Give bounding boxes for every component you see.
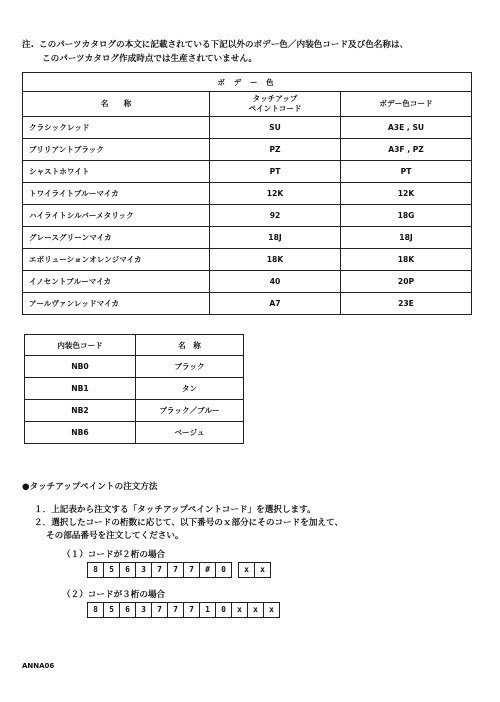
color-name: ハイライトシルバーメタリック [23,205,210,227]
table-row [23,139,472,161]
digit-box: x [238,562,255,578]
note-text-2: このパーツカタログ作成時点では生産されていません。 [42,54,258,64]
digit-box: 3 [135,602,152,618]
case1-label: （１）コードが２桁の場合 [62,550,166,560]
color-name: クラシックレッド [23,117,210,139]
interior-name: タン [136,378,244,400]
digit-box: x [263,602,280,618]
ordering-steps [34,504,343,543]
digit-box: 7 [167,562,184,578]
note-line-1 [22,38,492,52]
body-color-code: A3E , SU [341,117,472,139]
touchup-code: 18J [210,227,341,249]
touchup-code: PT [210,161,341,183]
digit-box: 7 [151,562,168,578]
digit-box: 7 [183,562,200,578]
digit-box: 3 [135,562,152,578]
step-1: １．上記表から注文する「タッチアップペイントコード」を選択します。 [34,505,316,515]
digit-box: x [254,562,271,578]
header-interior-name: 名 称 [136,335,244,356]
ordering-title: ●タッチアップペイントの注文方法 [22,482,158,492]
interior-code: NB1 [25,378,136,400]
body-color-code: 12K [341,183,472,205]
footer-code: ANNA06 [22,662,55,670]
digit-box: 0 [215,602,232,618]
color-name: シャストホワイト [23,161,210,183]
digit-box: x [247,602,264,618]
table-row [23,227,472,249]
color-name: イノセントブルーマイカ [23,271,210,293]
table-row [23,161,472,183]
interior-color-table [24,334,244,444]
color-name: エボリューションオレンジマイカ [23,249,210,271]
table-row [25,400,244,422]
table-row [23,249,472,271]
table-row [23,117,472,139]
body-color-table [22,72,472,315]
digit-box: 6 [119,562,136,578]
digit-box: 0 [215,562,232,578]
table-row [25,356,244,378]
case1-part-number [88,562,271,578]
body-color-code: A3F , PZ [341,139,472,161]
header-touchup-line1: タッチアップ [252,94,298,103]
color-name: トワイライトブルーマイカ [23,183,210,205]
case2-label: （２）コードが３桁の場合 [62,590,166,600]
digit-box: 5 [103,562,120,578]
body-color-code: 23E [341,293,472,315]
touchup-code: 40 [210,271,341,293]
table-row [23,293,472,315]
digit-box: 8 [87,562,104,578]
note [22,38,492,66]
header-body-code: ボデー色コード [341,92,472,117]
note-label: 注. [22,40,34,50]
body-color-code: 18G [341,205,472,227]
body-color-code: PT [341,161,472,183]
table-row [23,271,472,293]
digit-box: 5 [103,602,120,618]
touchup-code: 92 [210,205,341,227]
body-color-caption: ボ デ ー 色 [23,73,472,92]
color-name: グレースグリーンマイカ [23,227,210,249]
header-touchup-line2: ペイントコード [248,104,302,113]
header-touchup [210,92,341,117]
table-row [25,378,244,400]
digit-box: 7 [151,602,168,618]
color-name: ブリリアントブラック [23,139,210,161]
interior-code: NB0 [25,356,136,378]
digit-box: 6 [119,602,136,618]
digit-box: # [199,562,216,578]
table-row [23,205,472,227]
header-name: 名 称 [23,92,210,117]
digit-box: 8 [87,602,104,618]
case2-part-number [88,602,280,618]
interior-name: ブラック [136,356,244,378]
touchup-code: 12K [210,183,341,205]
touchup-code: A7 [210,293,341,315]
body-color-code: 18J [341,227,472,249]
note-text-1: このパーツカタログの本文に記載されている下記以外のボデー色／内装色コード及び色名称は、 [39,40,409,50]
table-row [25,422,244,444]
step-2a: ２．選択したコードの桁数に応じて、以下番号のｘ部分にそのコードを加えて、 [34,518,344,528]
touchup-code: PZ [210,139,341,161]
interior-name: ベージュ [136,422,244,444]
interior-code: NB2 [25,400,136,422]
digit-box: 7 [183,602,200,618]
touchup-code: SU [210,117,341,139]
interior-name: ブラック／ブルー [136,400,244,422]
table-row [23,183,472,205]
interior-code: NB6 [25,422,136,444]
header-interior-code: 内装色コード [25,335,136,356]
body-color-code: 18K [341,249,472,271]
step-2b: その部品番号を注文してください。 [46,531,184,541]
body-color-code: 20P [341,271,472,293]
digit-box: x [231,602,248,618]
color-name: アールヴァンレッドマイカ [23,293,210,315]
digit-box: 7 [167,602,184,618]
digit-box: 1 [199,602,216,618]
touchup-code: 18K [210,249,341,271]
